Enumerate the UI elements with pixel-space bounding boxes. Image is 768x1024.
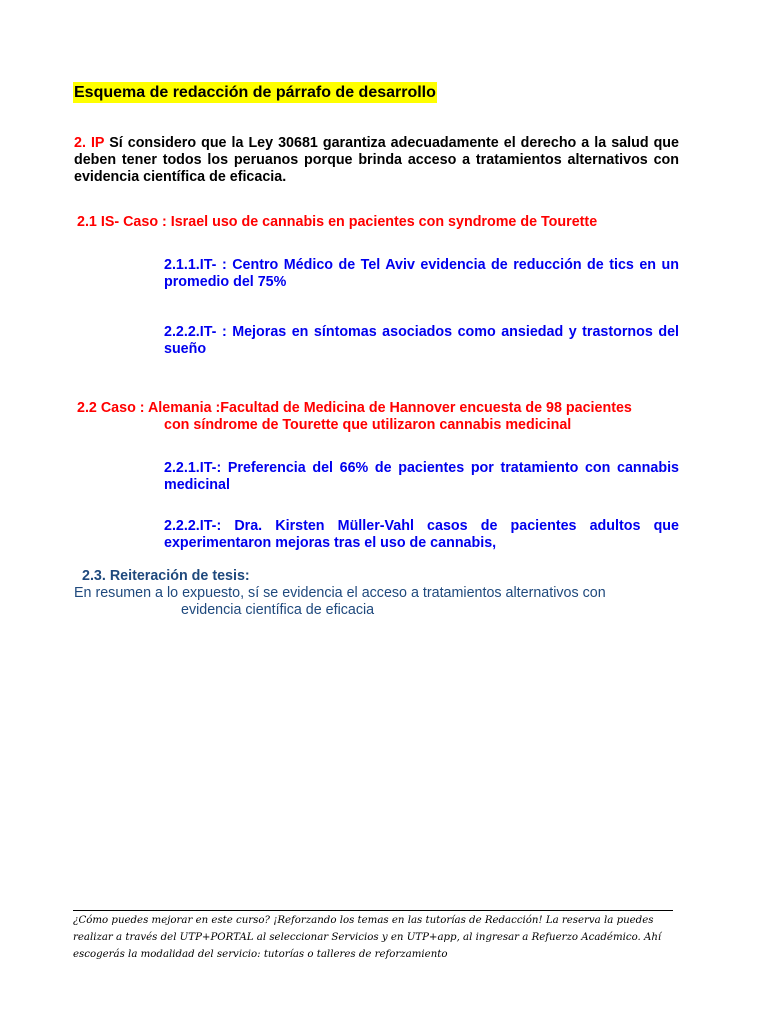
case-2-item-1: 2.2.1.IT-: Preferencia del 66% de pacientes por tratamiento con cannabis medicinal xyxy=(164,460,679,493)
thesis-body xyxy=(74,585,679,619)
case-1-heading: 2.1 IS- Caso : Israel uso de cannabis en pacientes con syndrome de Tourette xyxy=(77,214,598,230)
main-idea-label: 2. IP xyxy=(74,135,105,151)
case-2-heading-line-1: 2.2 Caso : Alemania :Facultad de Medicina de Hannover encuesta de 98 pacientes xyxy=(77,400,632,416)
footer-note: ¿Cómo puedes mejorar en este curso? ¡Reforzando los temas en las tutorías de Redacción! La reserva la puedes realizar a través del UTP+PORTAL al seleccionar Servicios y en UTP+app, al ingresar a Refuerzo Académico. Ahí escogerás la modalidad del servicio: tutorías o talleres de reforzamiento xyxy=(73,915,662,960)
thesis-line-1: En resumen a lo expuesto, sí se evidencia el acceso a tratamientos alternativos con xyxy=(74,585,606,601)
case-2-heading xyxy=(77,400,679,434)
main-idea-paragraph xyxy=(74,135,679,186)
case-1-item-2: 2.2.2.IT- : Mejoras en síntomas asociados como ansiedad y trastornos del sueño xyxy=(164,324,679,357)
case-2-item-2: 2.2.2.IT-: Dra. Kirsten Müller-Vahl casos de pacientes adultos que experimentaron mejoras tras el uso de cannabis, xyxy=(164,518,679,551)
case-1-item-1: 2.1.1.IT- : Centro Médico de Tel Aviv evidencia de reducción de tics en un promedio del 75% xyxy=(164,257,679,290)
footer-divider xyxy=(73,910,673,911)
main-idea-text: Sí considero que la Ley 30681 garantiza adecuadamente el derecho a la salud que deben tener todos los peruanos porque brinda acceso a tratamientos alternativos con evidencia científica de eficacia. xyxy=(74,135,679,185)
thesis-line-2: evidencia científica de eficacia xyxy=(181,602,375,618)
thesis-heading: 2.3. Reiteración de tesis: xyxy=(82,568,250,584)
case-2-heading-line-2: con síndrome de Tourette que utilizaron cannabis medicinal xyxy=(164,417,572,433)
document-title: Esquema de redacción de párrafo de desarrollo xyxy=(74,84,436,101)
